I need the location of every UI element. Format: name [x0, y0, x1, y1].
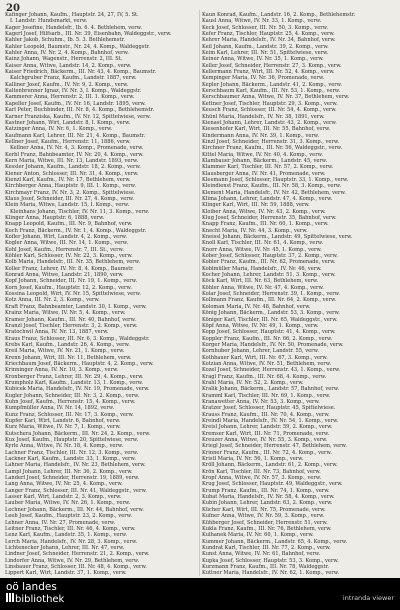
directory-entry: Kozel Josef, Schneider, Herrenstr. 43, 1. Komp., verw. [202, 367, 341, 374]
directory-entry: Kettner Josef, Tischler, Hauptstr. 29, 3. Komp., verw. [202, 100, 338, 107]
directory-entry: König Johann, Bäckerm., Landstr. 53, 3. Komp., verw. [202, 310, 340, 317]
directory-entry: Lindorfer Anna, Witwe, IV. Nr. 29, Bethlehem, verw. [5, 557, 140, 564]
directory-entry: Kupka Josef, Schlosser, Hauptstr. 53, 3. Komp., verw. [202, 557, 339, 564]
viewer-credit: intranda viewer [342, 594, 394, 602]
directory-entry: Kundrat Karl, Tischler, III. Nr. 77, 2. Komp., verw. [202, 544, 331, 551]
directory-entry: Kyrle Anna, Witwe, IV. Nr. 18, 4. Komp., verw. [5, 443, 124, 450]
directory-entry: Kotz Anna, III. Nr. 2, 3. Komp., verw. [5, 297, 100, 304]
directory-entry: Kraus Franz, Schlosser, III. Nr. 6, 3. Komp., Waldeggstr. [5, 335, 150, 342]
library-logo[interactable] [6, 582, 64, 605]
directory-entry: Kopp Josef, Schlosser, Hauptstr. 41, 4. Komp., verw. [202, 329, 336, 336]
directory-entry: Karl Peter, Buchbinder, III. Nr. 8, 4. Komp., Bethlehemstr. [5, 107, 155, 114]
directory-entry: Kreil Maria, Witwe, IV. Nr. 21, 1. Komp., verw. [5, 348, 125, 355]
directory-entry: Kocher Johann, Lehrer, Landstr. 51, 3. Komp., verw. [202, 272, 336, 279]
directory-entry: Krauss Franz, Kaufm., III. Nr. 70, 4. Komp., verw. [202, 411, 330, 418]
directory-entry: Kopf Johann, Schneider, III. Nr. 19, 1. Komp., verw. [5, 278, 138, 285]
directory-entry: Korger Maria, Handelsfr., IV. Nr. 50, Promenade, verw. [202, 341, 344, 348]
directory-entry: Klinger Karl, Wirt, III. Nr. 59, 1888, verw. [202, 202, 310, 209]
directory-entry: Kobler Franz, Kaufm., III. Nr. 62, Promenade, verw. [202, 259, 336, 266]
directory-entry: Lachner Franz, Tischler, III. Nr. 12, 3. Komp., verw. [5, 449, 139, 456]
directory-entry: Kepler Johann, Bäckerm., Landstr. 41, 2. Komp., verw. [202, 81, 343, 88]
directory-entry: Kulhanek Maria, IV. Nr. 60, 1. Komp., verw. [202, 532, 314, 539]
directory-entry: Lindner Josef, Schneider, Herrenstr. 21, 2. Komp., verw. [5, 551, 150, 558]
directory-entry: Kober Josef, Schlosser, Hauptstr. 37, 2. Komp., verw. [202, 253, 338, 260]
directory-entry: Köpf Anna, Witwe, IV. Nr. 49, 1. Komp., verw. [202, 322, 319, 329]
directory-entry: Kratzer Josef, Schlosser, Hauptstr. 45, Spittelwiese. [202, 405, 336, 412]
directory-entry: Kausl Anna, Witwe, IV. Nr. 33, 1. Komp., verw. [202, 18, 322, 25]
directory-entry: Klement Maria, Handelsfr., IV. Nr. 42, Bethlehem, verw. [202, 189, 346, 196]
directory-entry: Knorr Anna, Witwe, IV. Nr. 45, 1. Komp., verw. [202, 246, 322, 253]
directory-entry: Lenz Karl, Kaufm., Landstr. 35, 1. Komp., verw. [5, 532, 128, 539]
directory-entry: Kafinger Johann, Kaufm., Hauptstr. 24, 27, IV, 5. St. [5, 12, 139, 18]
directory-entry: Kammerer Anna, Herrenstr. 2, III. 1. Komp., verw. [5, 94, 135, 101]
directory-entry: Koloman Maria, IV. Nr. 48, Bahnhof, verw. [202, 303, 311, 310]
column-divider [199, 10, 200, 576]
directory-entry: Lampl Johann, Lehrer, III. Nr. 36, 2. Komp., verw. [5, 468, 133, 475]
directory-entry: Kirchmayr Franz, IV. Nr. 3, 2. Komp., Spittelwiese. [5, 189, 136, 196]
directory-entry: Kaufmann Karl, Lehrer, III. Nr. 21, 4. Komp., Baumstr. [5, 132, 146, 139]
directory-entry: Koch Franz, Bäckerm., IV. Nr. 1, 4. Komp., Waldeggstr. [5, 227, 147, 234]
directory-entry: Kienzl Karl, Kaufm., IV. Nr. 17, Bethlehem, verw. [5, 176, 131, 183]
directory-entry: Landerl Josef, Schneider, Herrenstr. 19, 1889, verw. [5, 475, 140, 482]
directory-entry: Krinner Franz, Kaufm., III. Nr. 72, 4. Komp., verw. [202, 449, 332, 456]
directory-entry: Lackner Karl, Kaufm., Landstr. 33, 1. Komp., verw. [5, 456, 136, 463]
directory-entry: Klima Johann, Lehrer, Landstr. 47, 4. Komp., verw. [202, 195, 333, 202]
directory-entry: Keiner Anna, Witwe, IV. Nr. 35, 1. Komp., verw. [202, 56, 324, 63]
directory-entry: Lang Anna, Witwe, IV. Nr. 25, 4. Komp., verw. [5, 481, 123, 488]
directory-entry: Kreuzer Anna, Witwe, IV. Nr. 55, 3. Komp., verw. [202, 437, 328, 444]
directory-entry: Klein Maria, Witwe, Landstr. 15, I. Komp., verw. [5, 202, 130, 209]
directory-entry: Kragl Franz, Kaufm., III. Nr. 68, 4. Komp., verw. [202, 373, 327, 380]
page-number: 20 [6, 3, 20, 14]
logo-line-1: oö landes [6, 581, 57, 593]
directory-entry: Karner Franziska, Kaufm., IV. Nr. 12, Spittelwiese, verw. [5, 113, 151, 120]
directory-entry: Kornhuber Johann, Lehrer, Landstr. 55, verw. [202, 348, 319, 355]
directory-entry: Koller Franz, Lehrer, IV. Nr. 8, 4. Komp., Baumstr. [5, 265, 134, 272]
directory-entry: Keller Josef, Schneider, Herrenstr. 27, 3. Komp., verw. [202, 62, 342, 69]
directory-entry: Lahner Maria, Handelsfr., IV. Nr. 23, Bethlehem, verw. [5, 462, 146, 469]
directory-entry: Kiener Anton, Schlosser, III. Nr. 31, 4. Komp., verw. [5, 170, 139, 177]
directory-entry: Khünl Maria, Handelsfr., IV. Nr. 38, 1891, verw. [202, 113, 325, 120]
directory-entry: Kropf Anna, Witwe, IV. Nr. 57, 3. Komp., verw. [202, 475, 322, 482]
directory-entry: Krinninger Anna, IV. Nr. 10, 3. Komp., verw. [5, 367, 119, 374]
left-column [5, 12, 197, 577]
directory-entry: Kehrer Maria, Handelsfr., IV. Nr. 34, Bahnhof, verw. [202, 37, 336, 44]
directory-entry: Kaiser Friedrich, Bäckerm., III. Nr. 43, 4. Komp., Baumstr. [5, 69, 157, 76]
directory-entry: Kainz Johann, Wagenstr., Herrenstr. 2, III. St. [5, 56, 123, 63]
directory-entry: Kogler Anna, Witwe, III. Nr. 14, 1. Komp., verw. [5, 240, 129, 247]
directory-entry: Kittel Maria, Witwe, IV. Nr. 40, 4. Komp., verw. [202, 151, 324, 158]
directory-entry: Kleindienst Franz, Kaufm., III. Nr. 58, 3. Komp., verw. [202, 183, 342, 190]
directory-entry: Kröll Johann, Bäckerm., Landstr. 61, 2. Komp., verw. [202, 462, 338, 469]
directory-entry: Leitner Franz, Tischler, III. Nr. 46, 4. Komp., verw. [5, 525, 136, 532]
directory-entry: Keil Johann, Kaufm., Landstr. 39, 2. Komp., verw. [202, 43, 329, 50]
directory-entry: Kolb Maria, Handelsfr., III. Nr. 35, Bethlehem, verw. [5, 259, 141, 266]
directory-entry: Klug Josef, Schneider, Herrenstr. 35, Bahnhof, verw. [202, 215, 337, 221]
directory-entry: Kunz Franz, Schlosser, III. Nr. 17, 3. Komp., verw. [5, 411, 134, 418]
directory-entry: Kerschbaum Karl, Kaufm., III. Nr. 53, 1. Komp., verw. [202, 88, 341, 95]
directory-entry: Kugler Johann, Schneider, III. Nr. 3, 2. Komp., verw. [5, 392, 140, 399]
directory-entry: Kriegl Josef, Schneider, Herrenstr. 47, Bethlehem, verw. [202, 443, 347, 450]
directory-entry: Kupfer Karl, Wirt, Landstr. 6, Bahnhof, verw. [5, 418, 121, 424]
directory-entry: Kleinhans Johann, Tischler, IV. Nr. 11, 3. Komp., verw. [10, 208, 150, 215]
directory-entry: Leeb Josef, Kaufm., Hauptstr. 23, 2. Komp., verw. [5, 513, 133, 520]
directory-entry: Knecht Maria, IV. Nr. 44, 3. Komp., verw. [202, 227, 308, 234]
directory-entry: Krug Josef, Schlosser, Hauptstr. 49, Waldeggstr., verw. [202, 481, 343, 488]
directory-entry: Kohl Josef, Kaufm., Herrenstr. 7, III. St., verw. [5, 246, 124, 253]
directory-entry: Klausberger Anna, IV. Nr. 41, Promenade, verw. [202, 170, 326, 177]
directory-entry: Kremser Karl, Wirt, III. Nr. 71, Promenade, verw. [202, 430, 330, 437]
directory-entry: Kriechbaum Josef, Bäckerm., Hauptstr. 4, 2. Komp., verw. [5, 360, 154, 367]
directory-entry: Korn Josef, Kaufm., Hauptstr. 12, 2. Komp., verw. [5, 284, 132, 291]
directory-entry: Kessler Johann, Kaufm., Landstr. 18, 2. Komp., verw. [5, 164, 141, 171]
directory-entry: Kahler Jakob, Schuhm., Ib. 5. 3. Bethlehemstr. [5, 37, 125, 44]
directory-entry: Kurzmann Franz, Kaufm., III. Nr. 78, Waldeggstr. [202, 563, 330, 570]
directory-entry: Kühberger Josef, Schneider, Herrenstr. 51, verw. [202, 519, 328, 526]
directory-entry: Köhler Anna, Witwe, IV. Nr. 47, 4. Komp., verw. [202, 284, 324, 291]
directory-entry: Kindermann Anna, IV. Nr. 39, 1. Komp., verw. [202, 132, 320, 139]
directory-entry: Köck Karl, Wirt, III. Nr. 63, Bethlehem, verw. [202, 278, 319, 285]
directory-entry: Köhler Karl, Schlosser, IV. Nr. 22, 3. Komp., verw. [5, 253, 133, 260]
directory-entry: Lerch Maria, Handelsfr., IV. Nr. 28, 3. Komp., verw. [5, 538, 138, 545]
directory-entry: Kralik Johann, Bäckerm., Landstr. 57, Bahnhof, verw. [202, 386, 340, 393]
directory-entry: Klammer Karl, Tischler, III. Nr. 57, 2. Komp., verw. [202, 164, 334, 171]
directory-entry: Kotzian Anna, Witwe, IV. Nr. 51, Bethlehem, verw. [202, 360, 332, 367]
directory-entry: Kolar Josef, Schneider, Herrenstr. 39, 1. Komp., verw. [202, 291, 341, 298]
directory-entry: Kothbauer Karl, Wirt, III. Nr. 67, 3. Komp., verw. [202, 354, 328, 361]
directory-entry: Krump Franz, Kaufm., III. Nr. 74, 1. Komp., verw. [202, 487, 330, 494]
directory-entry: Kratochwil Anna, IV. Nr. 13, 1887, verw. [5, 329, 109, 336]
directory-entry: Kerschbaumer Anna, Witwe, IV. Nr. 37, Bethlehem, verw. [202, 94, 350, 101]
directory-entry: Katzinger Anna, IV. Nr. 6, 1. Komp., verw. [5, 126, 113, 133]
directory-entry: Krenn Johann, Wirt, III. Nr. 11, Bethlehem, verw. [5, 354, 132, 361]
directory-entry: Knoll Karl, Tischler, III. Nr. 61, 4. Komp., verw. [202, 240, 324, 247]
directory-entry: Kraft Franz, Bahnbeamter, Landstr. 30, I. Komp., verw. [5, 303, 147, 310]
directory-entry: Koblmüller Maria, Handelsfr., IV. Nr. 46, verw. [202, 265, 322, 272]
directory-entry: Kagerl Josef, Hilfsarb., III. Nr. 39, Eisenbahn, Waldeggstr., verw. [5, 31, 172, 38]
directory-entry: Kranzl Josef, Tischler, Herrenstr. 3, 2. Komp., verw. [5, 322, 138, 329]
directory-entry: Kuttner Maria, Handelsfr., IV. Nr. 62, 1. Komp., verw. [202, 570, 340, 577]
directory-entry: Kuhn Josef, Kaufm., Herrenstr. 15, 4. Komp., verw. [5, 398, 136, 405]
directory-entry: Kern Maria, Witwe, III. Nr. 13, Landstr. 1893, verw. [5, 157, 139, 164]
directory-entry: Kirchberger Anna, Hauptstr. 9, III. 1. Komp., verw. [5, 183, 137, 190]
directory-entry: Klaus Josef, Schneider, III. Nr. 27, 4. Komp., verw. [5, 195, 135, 202]
directory-entry: Krön Karl, Tischler, III. Nr. 73, Bahnhof, verw. [202, 468, 321, 475]
directory-entry: Langer Franz, Schlosser, III. Nr. 41, Waldeggstr., verw. [5, 487, 147, 494]
directory-entry: Kirchner Franz, Kaufm., III. Nr. 56, Waldeggstr., verw. [202, 145, 343, 152]
directory-entry: Kumpfmüller Anna, IV. Nr. 14, 1892, verw. [5, 405, 115, 412]
directory-entry: Kneissl Johann, Bäckerm., Landstr. 49, Spittelwiese, verw. [202, 234, 353, 241]
directory-entry: Kreisl Johann, Lehrer, Landstr. 59, 2. Komp., verw. [202, 424, 333, 431]
directory-entry: Kellermann Franz, Wirt, III. Nr. 52, 4. Komp., verw. [202, 69, 335, 76]
directory-entry: Lippert Karl, Wirt, Landstr. 37, 1. Komp., verw. [5, 570, 127, 577]
directory-entry: Kristl Maria, IV. Nr. 56, 1. Komp., verw. [202, 456, 304, 463]
directory-entry: Lichtenecker Johann, Lehrer, III. Nr. 47, verw. [5, 544, 125, 551]
directory-entry: Kufner Anna, Witwe, IV. Nr. 59, 3. Komp., verw. [202, 513, 325, 520]
right-column [202, 12, 394, 577]
logo-line-2: bibliothek [15, 594, 65, 605]
directory-entry: Kollmann Franz, Kaufm., III. Nr. 64, 2. Komp., verw. [202, 297, 337, 304]
directory-entry: Kunst Anna, Witwe, IV. Nr. 61, Bahnhof, verw. [202, 551, 321, 558]
directory-entry: Keim Karl, Lehrer, III. Nr. 51, Spittelwiese, verw. [202, 50, 329, 57]
directory-entry: Kahler Leopold, Baumstr., Nr. 24, 4. Komp., Waldeggstr. [5, 43, 150, 50]
directory-entry: Lasser Karl, Wirt, Landstr. 2, 3. Komp., verw. [5, 494, 122, 501]
directory-entry: Krebs Karl, Kaufm., Landstr. 26, 4. Komp., verw. [5, 341, 130, 348]
directory-entry: Klinger Anna, Hauptstr. 6, 1888, verw. [5, 215, 105, 221]
directory-entry: Kubat Maria, Handelsfr., IV. Nr. 58, 4. Komp., verw. [202, 494, 335, 501]
directory-entry: Knapp Franz, Kaufm., III. Nr. 60, 1. Komp., verw. [202, 221, 329, 228]
directory-entry: Kloiber Anna, Witwe, IV. Nr. 43, 2. Komp., verw. [202, 208, 326, 215]
directory-entry: Kreindl Maria, Handelsfr., IV. Nr. 54, 1. Komp., verw. [202, 418, 339, 424]
directory-entry: Kutschera Johann, Bäckerm., III. Nr. 24, 2. Komp., verw. [5, 430, 151, 437]
directory-entry: Kerbl Franz, Bahnbeamter, IV. Nr. 20, 4. Komp., verw. [5, 151, 144, 158]
directory-entry: Kleemann Josef, Schlosser, Hauptstr. 33, 1. Komp., verw. [202, 176, 349, 183]
directory-entry: Krainz Maria, Witwe, IV. Nr. 5, 4. Komp., verw. [5, 310, 126, 317]
directory-entry: Kukla Franz, Kaufm., III. Nr. 76, Bethlehem, verw. [202, 525, 332, 532]
directory-entry: Kalchgruber Franz, Kaufm., Landstr. 1887, verw. [10, 75, 137, 82]
directory-entry: Kücher Karl, Wirt, III. Nr. 75, Promenade, verw. [202, 506, 326, 513]
directory-entry: Kaun Konrad, Kaufm., Landstr. 16, 2. Komp., Bethlehemstr. [202, 12, 356, 18]
directory-entry: Kux Josef, Kaufm., Hauptstr. 20, Spittelwiese, verw. [5, 437, 139, 444]
directory-entry: Kellner Josef, Kaufm., Herrenstr. 11, 1886, verw. [5, 138, 131, 145]
directory-entry: Knapp Leopold, Kaufm., III. Nr. 9, Bahnhof, verw. [5, 221, 133, 228]
directory-entry: Krumpholz Karl, Kaufm., Landstr. 13, 1. Komp., verw. [5, 379, 144, 386]
directory-entry: Kubin Johann, Lehrer, Landstr. 63, 2. Komp., verw. [202, 500, 333, 507]
directory-entry: Kastner Johann, Wirt, Landstr. 8, I. Komp., verw. [5, 119, 131, 126]
directory-entry: Lauber Maria, Witwe, IV. Nr. 26, 1. Komp., verw. [5, 500, 131, 507]
directory-entry: I. Landstr. Hundsmarkt, verw. [10, 18, 88, 25]
directory-entry: Königer Karl, Tischler, III. Nr. 65, Waldeggstr., verw. [202, 316, 338, 323]
directory-entry: Kaltenbrunner Ignaz, IV. Nr. 3, I. Komp., Waldeggstr. [5, 88, 142, 95]
directory-entry: Kempinger Maria, IV. Nr. 36, Promenade, verw. [202, 75, 325, 82]
directory-entry: Kiesenhofer Karl, Wirt, III. Nr. 55, Bahnhof, verw. [202, 126, 331, 133]
directory-entry: Kapeller Josef, Kaufm., IV. Nr. 16, Landstr. 1895, verw. [5, 100, 146, 107]
directory-entry: Kefer Franz, Tischler, Hauptstr. 25, 4. Komp., verw. [202, 31, 335, 38]
directory-entry: Lehner Anna, IV. Nr. 27, Promenade, verw. [5, 519, 116, 526]
directory-entry: Koppler Franz, Kaufm., III. Nr. 66, 2. Komp., verw. [202, 335, 333, 342]
directory-entry: Kurz Maria, Witwe, IV. Nr. 7, 1. Komp., verw. [5, 424, 121, 431]
directory-entry: Kronberger Franz, Lehrer, III. Nr. 29, 4. Komp., verw. [5, 373, 144, 380]
directory-entry: Keusch Franz, Schlosser, III. Nr. 54, 4. Komp., verw. [202, 107, 337, 114]
directory-entry: Kranawetter Anna, IV. Nr. 53, 3. Komp., verw. [202, 398, 320, 405]
logo-bars-icon [6, 593, 15, 605]
directory-entry: Kossina Leopold, Wirt, IV. Nr. 15, Spittelwiese, verw. [5, 291, 141, 298]
directory-entry: Kellner Anna, IV. Nr. 4, 3. Komp., Promenade, verw. [10, 145, 144, 152]
directory-entry: Kager Josefine, Handelsfr., Ib. 6. 4. Bethlehem, verw. [5, 24, 142, 31]
directory-entry: Linsbauer Franz, Schlosser, III. Nr. 48, 4. Komp., verw. [5, 563, 147, 570]
directory-entry: Lechner Johann, Bäckerm., III. Nr. 44, Bahnhof, verw. [5, 506, 144, 513]
directory-entry: Kienast Johann, Lehrer, Landstr. 43, 2. Komp., verw. [202, 119, 337, 126]
directory-entry: Keck Josef, Schlosser, III. Nr. 50, 3. Komp., verw. [202, 24, 329, 31]
directory-entry: Klambauer Johann, Bäckerm., Landstr. 45, verw. [202, 157, 328, 164]
directory-entry: Kahler Anna, IV. Nr. 2, 4. Komp., Bahnhof, verw. [5, 50, 129, 57]
directory-entry: Kramml Karl, Tischler, III. Nr. 69, 1. Komp., verw. [202, 392, 331, 399]
directory-entry: Kalliner Josef, Kaufm., IV. Nr. 9, 2. Komp., verw. [5, 81, 129, 88]
directory-entry: Krahl Maria, IV. Nr. 52, 2. Komp., verw. [202, 379, 304, 386]
directory-entry: Kummer Johann, Bäckerm., Landstr. 65, 4. Komp., verw. [202, 538, 348, 545]
directory-entry: Konrad Anna, Witwe, Landstr. 21, 1890, verw. [5, 272, 124, 279]
directory-entry: Kubicek Maria, Handelsfr., IV. Nr. 19, Promenade, verw. [5, 386, 150, 393]
directory-entry: Kinzl Josef, Schneider, Herrenstr. 31, 3. Komp., verw. [202, 138, 340, 145]
directory-entry: Kaiser Anna, Witwe, Landstr. 14, 2. Komp., verw. [5, 62, 132, 69]
directory-entry: Kofler Johann, Wirt, Landstr. 4, 2. Komp., verw. [5, 234, 127, 241]
directory-entry: Kramer Johann, Kaufm., III. Nr. 40, Bahnhof, verw. [5, 316, 136, 323]
